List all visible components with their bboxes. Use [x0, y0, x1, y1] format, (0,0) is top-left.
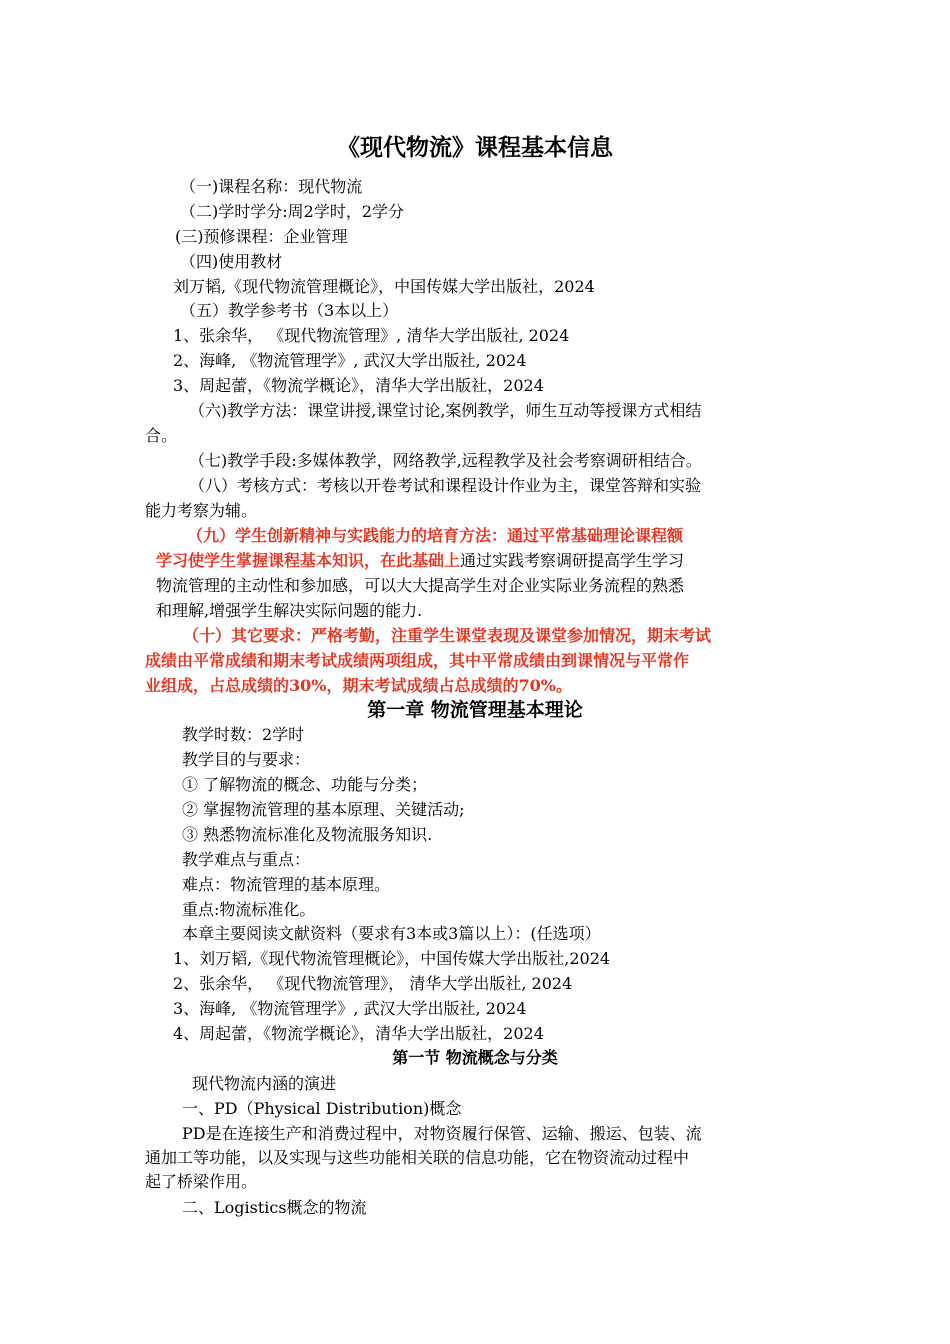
section1-pd-para-line3: 起了桥梁作用。 — [145, 1172, 258, 1191]
chapter1-focus: 重点:物流标准化。 — [182, 900, 316, 919]
info-means: （七)教学手段:多媒体教学，网络教学,远程教学及社会考察调研相结合。 — [189, 451, 702, 470]
chapter1-goal-3: ③ 熟悉物流标准化及物流服务知识. — [182, 825, 433, 844]
section1-logistics-heading: 二、Logistics概念的物流 — [182, 1198, 367, 1217]
section1-pd-heading: 一、PD（Physical Distribution)概念 — [182, 1099, 462, 1118]
chapter1-ref-4: 4、周起蕾，《物流学概论》，清华大学出版社，2024 — [173, 1024, 544, 1043]
item9-line3: 物流管理的主动性和参加感，可以大大提高学生对企业实际业务流程的熟悉 — [156, 576, 685, 595]
chapter1-ref-1: 1、刘万韬,《现代物流管理概论》，中国传媒大学出版社,2024 — [173, 949, 611, 968]
info-method-line2: 合。 — [145, 426, 178, 445]
chapter1-goal-2: ② 掌握物流管理的基本原理、关键活动; — [182, 800, 465, 819]
info-method-line1: （六)教学方法：课堂讲授,课堂讨论,案例教学，师生互动等授课方式相结 — [189, 401, 702, 420]
chapter1-goal-1: ① 了解物流的概念、功能与分类； — [182, 775, 428, 794]
item9-line2-red: 学习使学生掌握课程基本知识，在此基础上 — [156, 551, 461, 570]
page-title: 《现代物流》课程基本信息 — [337, 134, 613, 161]
section1-pd-para-line1: PD是在连接生产和消费过程中，对物资履行保管、运输、搬运、包装、流 — [182, 1124, 702, 1143]
info-credits: （二)学时学分:周2学时，2学分 — [180, 202, 404, 221]
item10-line1: （十）其它要求：严格考勤，注重学生课堂表现及课堂参加情况，期末考试 — [183, 626, 712, 645]
item10-line3: 业组成，占总成绩的30%，期末考试成绩占总成绩的70%。 — [145, 676, 572, 695]
info-textbook-heading: （四)使用教材 — [180, 252, 283, 271]
section1-pd-para-line2: 通加工等功能，以及实现与这些功能相关联的信息功能，它在物资流动过程中 — [145, 1148, 690, 1167]
chapter1-difficulty-heading: 教学难点与重点： — [182, 850, 311, 869]
info-refbooks-heading: （五）教学参考书（3本以上） — [180, 301, 399, 320]
item10-line2: 成绩由平常成绩和期末考试成绩两项组成，其中平常成绩由到课情况与平常作 — [145, 651, 690, 670]
chapter1-ref-3: 3、海峰, 《物流管理学》, 武汉大学出版社, 2024 — [173, 999, 527, 1018]
chapter1-hours: 教学时数：2学时 — [182, 725, 305, 744]
item9-line4: 和理解,增强学生解决实际问题的能力. — [156, 601, 423, 620]
item9-line1: （九）学生创新精神与实践能力的培育方法：通过平常基础理论课程额 — [187, 526, 684, 545]
item9-line2-black: 通过实践考察调研提高学生学习 — [460, 551, 685, 570]
section1-line-evolution: 现代物流内涵的演进 — [192, 1074, 337, 1093]
chapter1-readings-heading: 本章主要阅读文献资料（要求有3本或3篇以上）：(任选项） — [182, 924, 601, 943]
chapter1-goals-heading: 教学目的与要求： — [182, 750, 311, 769]
chapter1-difficulty: 难点：物流管理的基本原理。 — [182, 875, 391, 894]
info-refbook-3: 3、周起蕾，《物流学概论》，清华大学出版社，2024 — [173, 376, 544, 395]
chapter1-heading: 第一章 物流管理基本理论 — [367, 699, 583, 721]
info-prerequisite: (三)预修课程：企业管理 — [175, 227, 348, 246]
info-textbook: 刘万韬,《现代物流管理概论》，中国传媒大学出版社，2024 — [173, 277, 595, 296]
info-course-name: （一)课程名称：现代物流 — [180, 177, 363, 196]
info-assessment-line1: （八）考核方式：考核以开卷考试和课程设计作业为主，课堂答辩和实验 — [189, 476, 702, 495]
section1-heading: 第一节 物流概念与分类 — [392, 1048, 558, 1067]
info-refbook-1: 1、张余华， 《现代物流管理》, 清华大学出版社, 2024 — [173, 326, 570, 345]
info-refbook-2: 2、海峰, 《物流管理学》, 武汉大学出版社, 2024 — [173, 351, 527, 370]
chapter1-ref-2: 2、张余华， 《现代物流管理》， 清华大学出版社, 2024 — [173, 974, 573, 993]
item9-line2 — [156, 549, 684, 573]
info-assessment-line2: 能力考察为辅。 — [145, 501, 258, 520]
